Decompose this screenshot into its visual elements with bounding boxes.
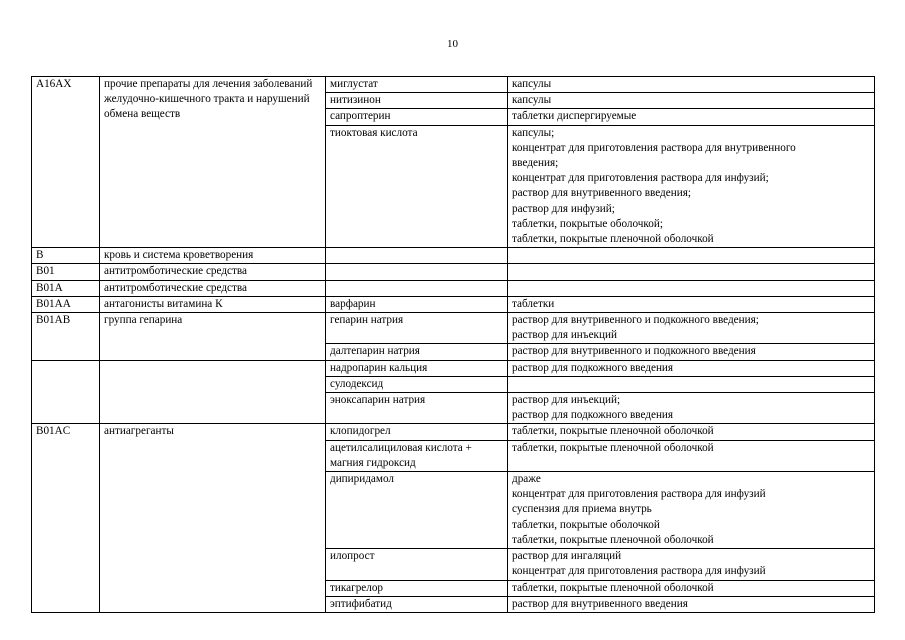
dosage-form-cell xyxy=(508,440,875,471)
dosage-form-cell xyxy=(508,376,875,392)
drug-name-cell: илопрост xyxy=(326,549,508,580)
dosage-form-line: раствор для инфузий; xyxy=(512,202,615,215)
atc-code-cell: B01A xyxy=(32,280,100,296)
atc-code-cell: B01AB xyxy=(32,313,100,361)
drug-name-cell xyxy=(326,264,508,280)
dosage-form-cell xyxy=(508,344,875,360)
atc-group-cell: прочие препараты для лечения заболеваний желудочно-кишечного тракта и нарушений обмена веществ xyxy=(100,77,326,248)
table-row xyxy=(32,264,875,280)
dosage-form-cell xyxy=(508,296,875,312)
drug-name-cell: варфарин xyxy=(326,296,508,312)
drug-name-cell: эптифибатид xyxy=(326,596,508,612)
table-row xyxy=(32,424,875,440)
dosage-form-line: капсулы; xyxy=(512,126,555,139)
dosage-form-cell xyxy=(508,580,875,596)
dosage-form-line: концентрат для приготовления раствора для инфузий xyxy=(512,565,766,578)
table-row xyxy=(32,360,875,376)
dosage-form-line: драже xyxy=(512,473,541,486)
dosage-form-line: суспензия для приема внутрь xyxy=(512,503,652,516)
drug-name-cell: миглустат xyxy=(326,77,508,93)
drug-name-cell: гепарин натрия xyxy=(326,313,508,344)
drug-table xyxy=(31,76,875,613)
dosage-form-line: таблетки, покрытые оболочкой xyxy=(512,518,660,531)
drug-name-cell: тикагрелор xyxy=(326,580,508,596)
dosage-form-cell xyxy=(508,393,875,424)
dosage-form-line: капсулы xyxy=(512,94,552,107)
dosage-form-cell xyxy=(508,264,875,280)
dosage-form-cell xyxy=(508,313,875,344)
drug-name-cell: эноксапарин натрия xyxy=(326,393,508,424)
dosage-form-cell xyxy=(508,77,875,93)
dosage-form-cell xyxy=(508,472,875,549)
dosage-form-cell xyxy=(508,93,875,109)
drug-name-cell: сулодексид xyxy=(326,376,508,392)
dosage-form-line: введения; xyxy=(512,157,559,170)
atc-group-cell: антитромботические средства xyxy=(100,264,326,280)
dosage-form-line: концентрат для приготовления раствора для инфузий; xyxy=(512,172,769,185)
dosage-form-line: раствор для внутривенного и подкожного введения; xyxy=(512,314,759,327)
dosage-form-line: раствор для внутривенного введения xyxy=(512,597,688,610)
dosage-form-line: таблетки, покрытые оболочкой; xyxy=(512,217,663,230)
atc-code-cell: B01AA xyxy=(32,296,100,312)
atc-code-cell: B xyxy=(32,248,100,264)
drug-name-cell: ацетилсалициловая кислота + магния гидроксид xyxy=(326,440,508,471)
atc-group-cell: антитромботические средства xyxy=(100,280,326,296)
dosage-form-line: раствор для инъекций; xyxy=(512,394,621,407)
atc-group-cell: группа гепарина xyxy=(100,313,326,361)
atc-code-cell xyxy=(32,360,100,424)
dosage-form-line: раствор для подкожного введения xyxy=(512,409,674,422)
drug-name-cell: сапроптерин xyxy=(326,109,508,125)
atc-code-cell: B01 xyxy=(32,264,100,280)
dosage-form-line: раствор для подкожного введения xyxy=(512,361,674,374)
dosage-form-line: таблетки, покрытые пленочной оболочкой xyxy=(512,441,714,454)
atc-group-cell xyxy=(100,360,326,424)
dosage-form-cell xyxy=(508,549,875,580)
drug-name-cell: клопидогрел xyxy=(326,424,508,440)
dosage-form-cell xyxy=(508,280,875,296)
table-row xyxy=(32,296,875,312)
atc-group-cell: кровь и система кроветворения xyxy=(100,248,326,264)
atc-group-cell: антагонисты витамина К xyxy=(100,296,326,312)
table-row xyxy=(32,77,875,93)
dosage-form-line: раствор для внутривенного и подкожного введения xyxy=(512,345,756,358)
dosage-form-cell xyxy=(508,125,875,248)
drug-name-cell xyxy=(326,248,508,264)
drug-name-cell: нитизинон xyxy=(326,93,508,109)
drug-name-cell xyxy=(326,280,508,296)
atc-code-cell: B01AC xyxy=(32,424,100,612)
dosage-form-line: таблетки диспергируемые xyxy=(512,110,637,123)
dosage-form-line: концентрат для приготовления раствора для внутривенного xyxy=(512,141,796,154)
dosage-form-line: таблетки, покрытые пленочной оболочкой xyxy=(512,233,714,246)
dosage-form-cell xyxy=(508,424,875,440)
page-number: 10 xyxy=(447,38,458,50)
drug-name-cell: далтепарин натрия xyxy=(326,344,508,360)
dosage-form-line: раствор для инъекций xyxy=(512,329,617,342)
dosage-form-cell xyxy=(508,360,875,376)
dosage-form-line: таблетки, покрытые пленочной оболочкой xyxy=(512,581,714,594)
drug-name-cell: тиоктовая кислота xyxy=(326,125,508,248)
atc-code-cell: A16AX xyxy=(32,77,100,248)
dosage-form-line: концентрат для приготовления раствора для инфузий xyxy=(512,488,766,501)
table-row xyxy=(32,280,875,296)
drug-name-cell: надропарин кальция xyxy=(326,360,508,376)
dosage-form-line: таблетки xyxy=(512,297,555,310)
table-row xyxy=(32,313,875,344)
dosage-form-cell xyxy=(508,596,875,612)
dosage-form-line: капсулы xyxy=(512,78,552,90)
table-row xyxy=(32,248,875,264)
drug-name-cell: дипиридамол xyxy=(326,472,508,549)
dosage-form-line: раствор для внутривенного введения; xyxy=(512,187,691,200)
dosage-form-cell xyxy=(508,248,875,264)
dosage-form-line: таблетки, покрытые пленочной оболочкой xyxy=(512,425,714,438)
dosage-form-line: таблетки, покрытые пленочной оболочкой xyxy=(512,533,714,546)
dosage-form-cell xyxy=(508,109,875,125)
dosage-form-line: раствор для ингаляций xyxy=(512,550,622,563)
atc-group-cell: антиагреганты xyxy=(100,424,326,612)
